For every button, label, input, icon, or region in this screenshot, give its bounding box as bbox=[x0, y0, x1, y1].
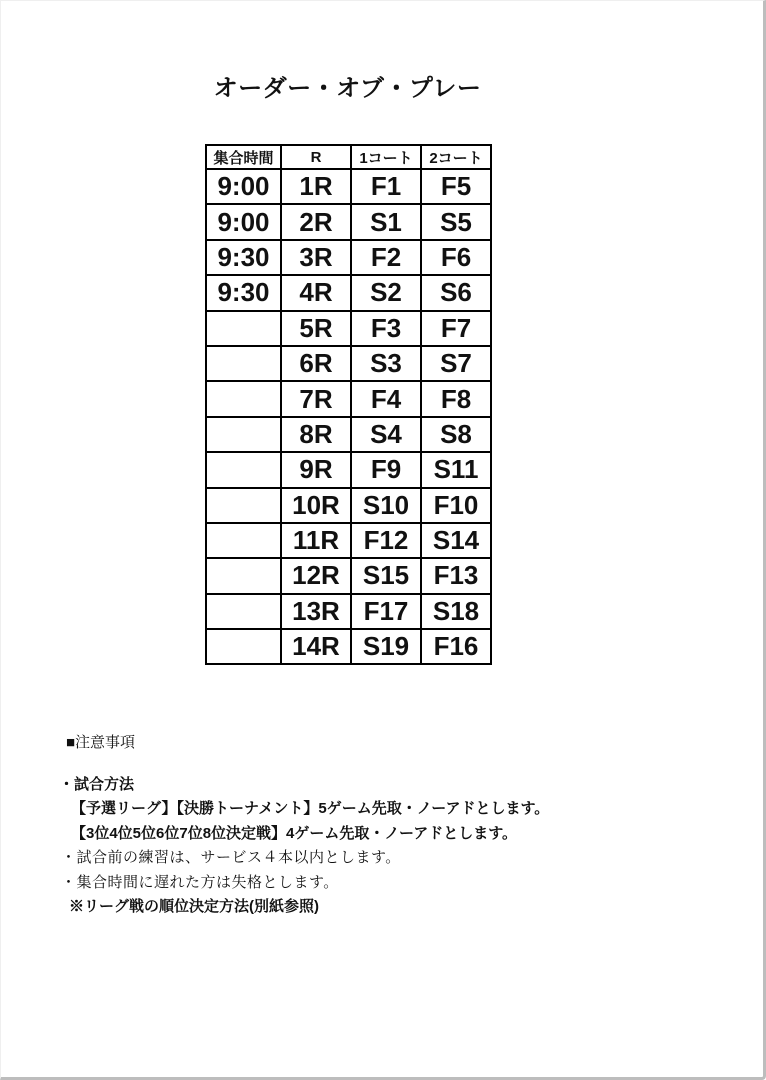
table-cell bbox=[206, 381, 281, 416]
table-cell: F6 bbox=[421, 240, 491, 275]
table-cell bbox=[206, 417, 281, 452]
table-row bbox=[206, 275, 491, 310]
table-cell: 3R bbox=[281, 240, 351, 275]
table-cell: 14R bbox=[281, 629, 351, 664]
table-row bbox=[206, 558, 491, 593]
notes-section bbox=[59, 731, 549, 920]
table-cell: 12R bbox=[281, 558, 351, 593]
table-cell: F12 bbox=[351, 523, 421, 558]
table-cell: F17 bbox=[351, 594, 421, 629]
table-cell: F9 bbox=[351, 452, 421, 487]
table-row bbox=[206, 381, 491, 416]
table-row bbox=[206, 523, 491, 558]
table-cell: F16 bbox=[421, 629, 491, 664]
table-row bbox=[206, 169, 491, 204]
header-cell: 1コート bbox=[351, 145, 421, 169]
table-cell bbox=[206, 346, 281, 381]
order-of-play-sheet bbox=[205, 75, 490, 665]
table-cell: 4R bbox=[281, 275, 351, 310]
table-cell: S7 bbox=[421, 346, 491, 381]
table-cell: F10 bbox=[421, 488, 491, 523]
note-line: ・集合時間に遅れた方は失格とします。 bbox=[61, 873, 339, 891]
table-cell: 1R bbox=[281, 169, 351, 204]
table-cell bbox=[206, 558, 281, 593]
table-cell: S18 bbox=[421, 594, 491, 629]
table-row bbox=[206, 629, 491, 664]
note-line: 【3位4位5位6位7位8位決定戦】4ゲーム先取・ノーアドとします。 bbox=[71, 824, 517, 842]
table-cell: S4 bbox=[351, 417, 421, 452]
table-cell: F4 bbox=[351, 381, 421, 416]
table-cell: F5 bbox=[421, 169, 491, 204]
table-cell: F7 bbox=[421, 311, 491, 346]
table-row bbox=[206, 346, 491, 381]
note-line: ・試合前の練習は、サービス４本以内とします。 bbox=[61, 849, 401, 866]
note-line: ・試合方法 bbox=[59, 775, 135, 793]
page-title: オーダー・オブ・プレー bbox=[213, 75, 482, 102]
table-cell bbox=[206, 594, 281, 629]
table-cell: 11R bbox=[281, 523, 351, 558]
header-cell: 集合時間 bbox=[206, 145, 281, 169]
note-line: ※リーグ戦の順位決定方法(別紙参照) bbox=[69, 898, 319, 915]
order-of-play-table bbox=[205, 144, 492, 665]
table-cell: S19 bbox=[351, 629, 421, 664]
table-cell: 9:00 bbox=[206, 204, 281, 239]
table-cell: S5 bbox=[421, 204, 491, 239]
table-cell: S3 bbox=[351, 346, 421, 381]
table-cell: 2R bbox=[281, 204, 351, 239]
table-cell: 9:30 bbox=[206, 240, 281, 275]
notes-heading: ■注意事項 bbox=[66, 734, 136, 751]
table-cell: 5R bbox=[281, 311, 351, 346]
table-cell: 9:00 bbox=[206, 169, 281, 204]
header-cell: R bbox=[281, 145, 351, 169]
table-cell: S6 bbox=[421, 275, 491, 310]
table-cell: 8R bbox=[281, 417, 351, 452]
table-cell: F13 bbox=[421, 558, 491, 593]
table-cell: 13R bbox=[281, 594, 351, 629]
table-row bbox=[206, 452, 491, 487]
table-cell: F1 bbox=[351, 169, 421, 204]
table-row bbox=[206, 311, 491, 346]
table-row bbox=[206, 204, 491, 239]
table-cell bbox=[206, 629, 281, 664]
table-cell: S10 bbox=[351, 488, 421, 523]
table-row bbox=[206, 594, 491, 629]
table-cell: S2 bbox=[351, 275, 421, 310]
table-cell: 6R bbox=[281, 346, 351, 381]
header-cell: 2コート bbox=[421, 145, 491, 169]
table-cell: S11 bbox=[421, 452, 491, 487]
table-cell: F8 bbox=[421, 381, 491, 416]
table-cell: 10R bbox=[281, 488, 351, 523]
table-cell: S15 bbox=[351, 558, 421, 593]
table-cell: 9R bbox=[281, 452, 351, 487]
table-cell: 9:30 bbox=[206, 275, 281, 310]
table-row bbox=[206, 417, 491, 452]
table-header-row bbox=[206, 145, 491, 169]
table-row bbox=[206, 488, 491, 523]
table-cell: F2 bbox=[351, 240, 421, 275]
table-cell: S14 bbox=[421, 523, 491, 558]
table-cell bbox=[206, 452, 281, 487]
table-cell bbox=[206, 311, 281, 346]
table-cell: S1 bbox=[351, 204, 421, 239]
table-cell: F3 bbox=[351, 311, 421, 346]
table-row bbox=[206, 240, 491, 275]
table-cell: 7R bbox=[281, 381, 351, 416]
table-cell bbox=[206, 488, 281, 523]
table-cell: S8 bbox=[421, 417, 491, 452]
table-cell bbox=[206, 523, 281, 558]
note-line: 【予選リーグ】【決勝トーナメント】5ゲーム先取・ノーアドとします。 bbox=[71, 800, 550, 817]
